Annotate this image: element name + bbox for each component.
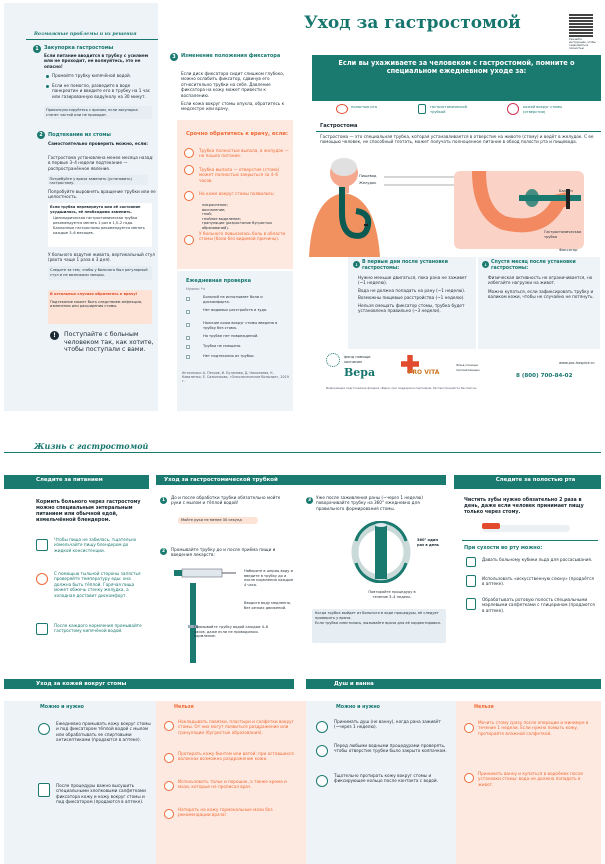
alert-icon — [184, 165, 194, 175]
leaflet-page-1 — [4, 3, 601, 411]
phone[interactable]: 8 (800) 700-84-02 — [516, 373, 573, 379]
first-title: В первые дни после установки гастростомы: — [362, 260, 448, 271]
cap-icon — [316, 745, 328, 757]
bullet-icon — [46, 75, 49, 78]
s2-box: Если трубка перевернута или её состояние ухудшилось, её необходимо заменить. Цилиндрическая гастростомическая трубка рекомендуется менять 1 раз в 1,5–2 года. Баллонные гастростомы рекомендуется менять каждые 3–6 месяцев. — [48, 203, 152, 247]
page-title: Уход за гастростомой — [304, 13, 521, 33]
s2-b3: У больного вздутие живота, вертикальный стул (рвота чаще 1 раза в 3 дня). — [48, 252, 155, 263]
tube-icon — [36, 623, 48, 635]
bottle-icon — [466, 575, 476, 587]
banner: Если вы ухаживаете за человеком с гастростомой, помните о специальном ежедневном уходе за: — [312, 55, 601, 101]
bath-can-3: Тщательно протирать кожу вокруг стомы и фиксирующее кольцо после контакта с водой. — [334, 773, 438, 784]
divider — [316, 131, 601, 132]
urgent-4: У больного повысилась боль в области стомы (боли без видимой причины). — [199, 231, 286, 242]
bath-cannot-2: Принимать ванну и купаться в водоёмах после установки стомы: вода не должна попадать в живот. — [478, 771, 583, 787]
step-3-icon: 3 — [307, 498, 312, 503]
divider — [26, 39, 158, 40]
gastro-heading: Гастростома — [320, 123, 358, 129]
bath-can-1: Принимать душ (не ванну), когда рана заживёт (~через 1 неделю). — [334, 719, 441, 730]
skin-cannot-2: Протирать кожу бинтом или ватой: при оставшихся волокнах возможно раздражение кожи. — [178, 751, 294, 762]
tube-header: Уход за гастростомической трубкой — [156, 475, 446, 485]
rotate-note: Повторяйте процедуру в течение 3–4 недель. — [368, 590, 416, 599]
tube-icon — [418, 104, 426, 114]
towel-icon — [316, 775, 328, 787]
bullet-icon — [46, 85, 49, 88]
check-item: Нет видимых расстройств и зуда. — [203, 308, 268, 312]
skin-can-1: Ежедневно промывать кожу вокруг стомы и под фиксатором тёплой водой с мылом или обрабатывать ее спиртовыми антисептиками (продаются в аптеке). — [56, 721, 151, 743]
food-item-3: После каждого кормления промывайте гастростому кипячёной водой. — [54, 623, 142, 634]
label-balloon: Баллон — [559, 189, 573, 193]
no-icon — [464, 773, 474, 783]
checkbox[interactable] — [186, 323, 190, 327]
soap-icon — [38, 723, 50, 735]
s2-title: Подтекание из стомы — [48, 132, 111, 138]
gastro-text: Гастростома — это специальная трубка, которая устанавливается в отверстие на животе (стому) и ведёт в желудок. С ее помощью человек, не способный глотать, может получать полноценное питание в обход полости рта и пищевода. — [320, 134, 594, 145]
syringe-label-2: Вводите воду медленно, без резких движений. — [244, 601, 292, 610]
food-item-2: С помощью тыльной стороны запястья проверяйте температуру еды: она должна быть тёплой. Горячая пища может обжечь стенку желудка, а холодная доставит дискомфорт. — [54, 571, 141, 598]
icon-label-skin: кожей вокруг стомы (отверстия) — [523, 105, 563, 114]
divider — [4, 452, 601, 453]
s2-note2: Следите за тем, чтобы у больного был регулярный стул и не возникали запоры. — [48, 266, 152, 280]
mouth-intro: Чистить зубы нужно обязательно 2 раза в день, даже если человек принимает пищу только через стому. — [464, 498, 584, 515]
food-intro: Кормить больного через гастростому можно специальным энтеральным питанием или обычной едой, измельчённой блендером. — [36, 500, 141, 523]
bath-header: Душ и ванна — [306, 679, 601, 689]
s1-step1: Промойте трубку кипячёной водой. — [52, 73, 132, 78]
rotate-label: 360° один раз в день — [417, 538, 439, 547]
check-title: Ежедневная проверка — [186, 278, 251, 284]
divider — [462, 540, 598, 541]
mouth-header: Следите за полостью рта — [454, 475, 601, 489]
syringe-illustration — [172, 561, 247, 665]
toothbrush-icon — [482, 525, 570, 532]
bath-cannot-1: Мочить стому сразу после операции и минимум в течение 1 недели. Если нужно помыть кожу, протирайте влажной салфеткой. — [478, 720, 589, 736]
checkbox[interactable] — [186, 355, 190, 359]
tube-step1: До и после обработки трубки обязательно мойте руки с мылом и тёплой водой! — [171, 495, 281, 506]
anatomy-illustration — [304, 153, 601, 257]
logo-vera: Вера — [344, 366, 376, 379]
check-item: Больной не испытывает боли и дискомфорта. — [203, 295, 263, 304]
first-list: Нужно меньше двигаться, пока рана не заживет (~1 неделю). Вода не должна попадать на рану (~1 неделю). Возможны пищевые расстройства (~1 неделю). Нельзя смещать фиксатор стомы, трубка будет установлена правильно (~3 недели). — [358, 275, 467, 314]
leaflet-page-2 — [4, 443, 601, 864]
no-icon — [164, 809, 174, 819]
s2-warning: В остальных случаях обратитесь к врачу! Подтекание может быть следствием инфекции, изменения или расширения стомы. — [48, 290, 152, 324]
s3-text: Если диск фиксатора сидит слишком глубоко, можно ослабить фиксатор, сдвинув его относительно трубки на себя. Давление фиксатора на кожу может привести к воспалению. — [181, 71, 285, 98]
s1-step2: Если не помогло, разведите в воде панкреатин и введите его в трубку на 1 час или газированную воду/колу на 30 минут. — [52, 83, 151, 99]
shower-icon — [316, 721, 328, 733]
step-1-icon: 1 — [33, 45, 41, 53]
label-esophagus: Пищевод — [359, 174, 377, 178]
icon-label-mouth: полостью рта — [351, 105, 377, 109]
s2-note1: Потребуйте у врача заменить (установить) гастростому. — [48, 175, 148, 185]
s2-b1: Гастростома установлена менее месяца назад: в первые 3–4 недели подтекание — распространённое явление. — [48, 155, 154, 171]
page-gap — [0, 411, 605, 443]
tube-footnotes: Когда трубка выйдет из больного в ходе процедуры, её следует проверить у врача. Если трубка сместилась, вызывайте врача для её корректировки. — [312, 609, 446, 643]
skin-can-title: Можно и нужно — [40, 705, 84, 710]
skin-cannot-title: Нельзя — [174, 705, 194, 710]
skin-icon — [507, 103, 519, 115]
tissue-icon — [466, 598, 476, 610]
skin-cannot-3: Использовать тальк и порошок, а также крема и мази, которые не прописал врач. — [178, 779, 287, 790]
label-tube: Гастростомическая трубка — [544, 230, 582, 239]
syringe-label-1: Наберите в шприц воду и введите в трубку до и после кормления каждые 4 часа. — [244, 569, 294, 587]
mouth-item-2: Использовать «искусственную слюну» (продаётся в аптеке). — [482, 576, 594, 587]
qr-caption: Скачайте инструкцию, чтобы ознакомиться полностью — [569, 38, 596, 50]
mouth-item-3: Обрабатывать ротовую полость специальными марлевыми салфетками с глицерином (продаются в аптеке). — [482, 597, 595, 613]
s2-intro: Самостоятельно проверить можно, если: — [48, 141, 148, 146]
page2-title: Жизнь с гастростомой — [34, 443, 149, 451]
alert-icon — [184, 148, 194, 158]
no-icon — [164, 781, 174, 791]
check-item: Трубка не смещена. — [203, 344, 242, 348]
alert-icon — [184, 235, 194, 245]
tube-step2: Промывайте трубку до и после приёма пищи и введения лекарств: — [171, 547, 276, 558]
download-icon: ↓ — [354, 262, 359, 267]
checkbox[interactable] — [186, 345, 190, 349]
footer-quote: Поступайте с больным человеком так, как хотите, чтобы поступали с вами. — [64, 331, 154, 354]
mouth-icon — [336, 104, 348, 114]
food-header: Следите за питанием — [4, 475, 149, 489]
s3-text2: Если кожа вокруг стомы опухла, обратитесь к медсестре или врачу. — [181, 101, 285, 112]
check-box — [177, 271, 293, 411]
label-fixator: Фиксатор — [559, 248, 578, 252]
urgent-2: Трубка выпала — отверстие (стома) может полностью закрыться за 4–6 часов. — [199, 167, 280, 183]
urgent-1: Трубка полностью выпала, в желудок — не пошло питание. — [199, 148, 289, 159]
urgent-3: На коже вокруг стомы появились: — [199, 191, 275, 196]
no-icon — [164, 721, 174, 731]
no-icon — [464, 723, 474, 733]
logo-provita: PRO VITA — [408, 369, 440, 376]
download-icon: ↓ — [483, 262, 488, 267]
sources: Источники: А. Петров, И. Буланова, Д. Николаева, К. Коваленко, Е. Сальникова, «Онкологические больные», 2019 г. — [182, 371, 289, 384]
rotation-illustration — [346, 521, 416, 583]
urgent-title: Срочно обратитесь к врачу, если: — [186, 131, 288, 137]
icon-label-tube: гастростомической трубкой — [430, 105, 467, 114]
urgent-3-list: покраснение; воспаление; гной; гнойное выделение; грануляции (разрастание бугристых образований). — [202, 203, 273, 230]
step-3-icon: 3 — [170, 53, 178, 61]
label-stomach: Желудок — [359, 181, 377, 185]
tube-step3: Уже после заживления раны (~через 1 неделю) поворачивайте трубку на 360° ежедневно для правильного формирования стомы. — [316, 495, 423, 511]
logo-fund: Фонд помощи паллиативным — [456, 363, 480, 372]
skin-header: Уход за кожей вокруг стомы — [4, 679, 294, 689]
qr-code-icon — [569, 13, 593, 37]
step-1-icon: 1 — [161, 498, 166, 503]
bath-can-title: Можно и нужно — [336, 705, 380, 710]
month-list: Физическая активность не ограничивается, но избегайте нагрузки на живот. Можно купаться, если зафиксировать трубку и валиком кожи, чтобы не случайно не потянуть. — [488, 275, 594, 300]
wipes-icon — [38, 783, 50, 797]
step-2-icon: 2 — [161, 549, 166, 554]
blender-icon — [36, 539, 48, 551]
mouth-dry-title: При сухости во рту можно: — [464, 545, 543, 551]
s1-title: Закупорка гастростомы — [44, 45, 114, 51]
s3-title: Изменение положения фиксатора — [181, 53, 281, 59]
check-item: Наличие кожи вокруг стомы введена в трубку без стома. — [203, 321, 278, 330]
s1-note: Проконсультируйтесь с врачом, если закупорка станет частой или не проходит. — [44, 106, 152, 119]
skin-can-2: После процедуры важно высушить специальными хлопковыми салфетками фиксатора кожу и кожу вокруг стомы и под фиксатором (продаются в аптеке). — [56, 783, 146, 805]
step-2-icon: 2 — [37, 131, 45, 139]
s1-intro: Если питание вводится в трубку с усилием или не проходит, не волнуйтесь, это не опасно! — [44, 53, 149, 69]
tube-step1-note: Мойте руки не менее 30 секунд — [178, 517, 258, 524]
no-icon — [164, 753, 174, 763]
food-item-1: Чтобы пища не забилась, тщательно измельчайте пищу блендером до жидкой консистенции. — [54, 537, 137, 553]
month-title: Спустя месяц после установки гастростомы: — [491, 260, 576, 271]
checkbox[interactable] — [186, 297, 190, 301]
ice-icon — [466, 557, 476, 567]
bath-can-2: Перед любыми водными процедурами проверять, чтобы отверстие трубки было закрыто колпачком. — [334, 743, 447, 754]
dandelion-logo-icon — [326, 353, 340, 367]
left-header: Возможные проблемы и их решения — [34, 32, 137, 37]
skin-cannot-4: Натирать на кожу гормональные мази без рекомендации врача! — [178, 807, 273, 818]
bath-cannot-title: Нельзя — [474, 705, 494, 710]
skin-cannot-1: Накладывать повязки, пластыри и салфетки вокруг стомы. От них могут появиться раздражение или грануляции (бугристые образования). — [178, 719, 294, 735]
exclamation-icon: ! — [50, 331, 59, 340]
check-item: На трубке нет повреждений. — [203, 334, 259, 338]
check-sub: Нужно: *ч — [186, 287, 205, 291]
checkbox[interactable] — [186, 310, 190, 314]
alert-icon — [184, 191, 194, 201]
disclaimer: Информация подготовлена фондом «Вера» при поддержке партнёров. Распространяется бесплатно. — [326, 386, 478, 390]
checkbox[interactable] — [186, 336, 190, 340]
check-item: Нет подтекания из трубки. — [203, 354, 255, 358]
hand-icon — [36, 573, 48, 585]
site-link[interactable]: www.pro-hospice.ru — [559, 361, 595, 365]
mouth-item-1: Давать больному кубики льда для рассасывания. — [482, 557, 593, 562]
s2-b2: Попробуйте выровнять вращение трубки или ее целостность. — [48, 189, 156, 200]
tube-step2-note: Промывайте трубку водой каждые 4–6 часов, даже если не проводилось кормление. — [194, 625, 269, 639]
logo-caption: фонд помощи хосписам — [344, 355, 371, 364]
